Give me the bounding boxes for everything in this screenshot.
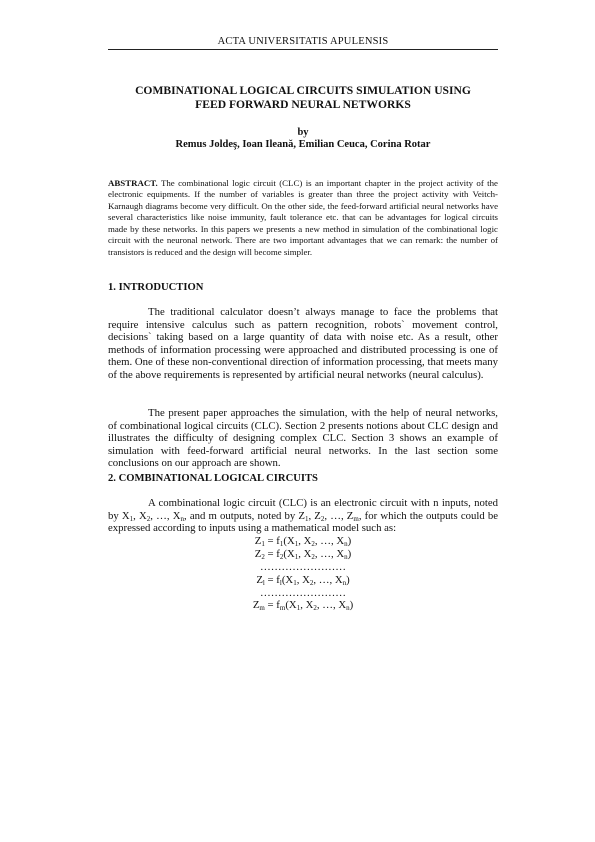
header-rule: [108, 49, 498, 50]
x-sub-n: n: [180, 514, 184, 523]
intro-paragraph-2: The present paper approaches the simulation, with the help of neural networks, of combinational logical circuits (CLC). Section 2 presents notions about CLC design and illustrates the difficulty of designing complex CLC. Section 3 shows an example of simulation with feed-forward artificial neural networks. In the last section some conclusions on our approach are shown.: [108, 407, 498, 470]
clc-paragraph-1: A combinational logic circuit (CLC) is an electronic circuit with n inputs, noted by $X_1$, $X_2$, …, $X_n$, and m outputs, noted by $Z_1$, $Z_2$, …, $Z_m$, for which the outputs could be expressed according to inputs using a mathematical model such as:: [108, 497, 499, 535]
equation-z1: $Z_1 = f_1(X_1$, $X_2$, …, $X_n$): [254, 535, 352, 548]
equation-block: [108, 535, 498, 612]
x-sub-1: 1: [129, 514, 134, 523]
z-sub-m: m: [353, 514, 359, 523]
clc-text-part3: for which the outputs could be expressed according to inputs using a mathematical model such as:: [108, 509, 499, 535]
z-sub-1: 1: [304, 514, 309, 523]
clc-text-part1: A combinational logic circuit (CLC) is an electronic circuit with n inputs, noted by X: [108, 497, 498, 522]
intro-paragraph-1: The traditional calculator doesn’t always manage to face the problems that require intensive calculus such as pattern recognition, robots` movement control, decisions` taking based on a large quantity of data with noise etc. As a result, other methods of information processing were approached and distributed processing is one of them. One of these non-conventional direction of information processing, that meets many of the above requirements is represented by artificial neural networks (neural calculus).: [108, 306, 498, 381]
running-header: ACTA UNIVERSITATIS APULENSIS: [217, 36, 389, 47]
section-heading-introduction: 1. INTRODUCTION: [108, 282, 204, 293]
title-line-2: FEED FORWARD NEURAL NETWORKS: [195, 98, 411, 111]
z-sub-2: 2: [320, 514, 325, 523]
abstract: [108, 178, 498, 258]
equation-z2: $Z_2 = f_2(X_1$, $X_2$, …, $X_n$): [254, 547, 352, 561]
abstract-text: The combinational logic circuit (CLC) is an important chapter in the project activity of the electronic equipments. If the number of variables is greater than three the project activity with Veitch-Karnaugh diagrams become very difficult. On the other side, the feed-forward artificial neural networks have several characteristics like noise immunity, fault tolerance etc. that can be advantages for logical circuits made by these networks. In this papers we presents a new method in simulation of the combinational logic circuit with the neuronal network. There are two important advantages that we can remark: the number of transistors is reduced and the design will become simpler.: [108, 178, 498, 257]
x-sub-2: 2: [146, 514, 151, 523]
equation-zm: $Z_m = f_m(X_1$, $X_2$, …, $X_n$): [252, 599, 354, 613]
paper-title: [108, 84, 498, 112]
author-list: Remus Joldeş, Ioan Ileană, Emilian Ceuca, Corina Rotar: [175, 139, 431, 150]
clc-text-part2: and m outputs, noted by Z: [189, 509, 305, 522]
equation-zl: $Z_l = f_l(X_1$, $X_2$, …, $X_n$): [256, 573, 350, 587]
abstract-label: ABSTRACT.: [108, 178, 158, 188]
title-line-1: COMBINATIONAL LOGICAL CIRCUITS SIMULATION USING: [135, 84, 471, 97]
byline-by: by: [297, 127, 309, 138]
section-heading-clc: 2. COMBINATIONAL LOGICAL CIRCUITS: [108, 473, 318, 484]
equation-ellipsis-2: ……………………: [260, 586, 346, 599]
equation-ellipsis-1: ……………………: [260, 560, 346, 573]
